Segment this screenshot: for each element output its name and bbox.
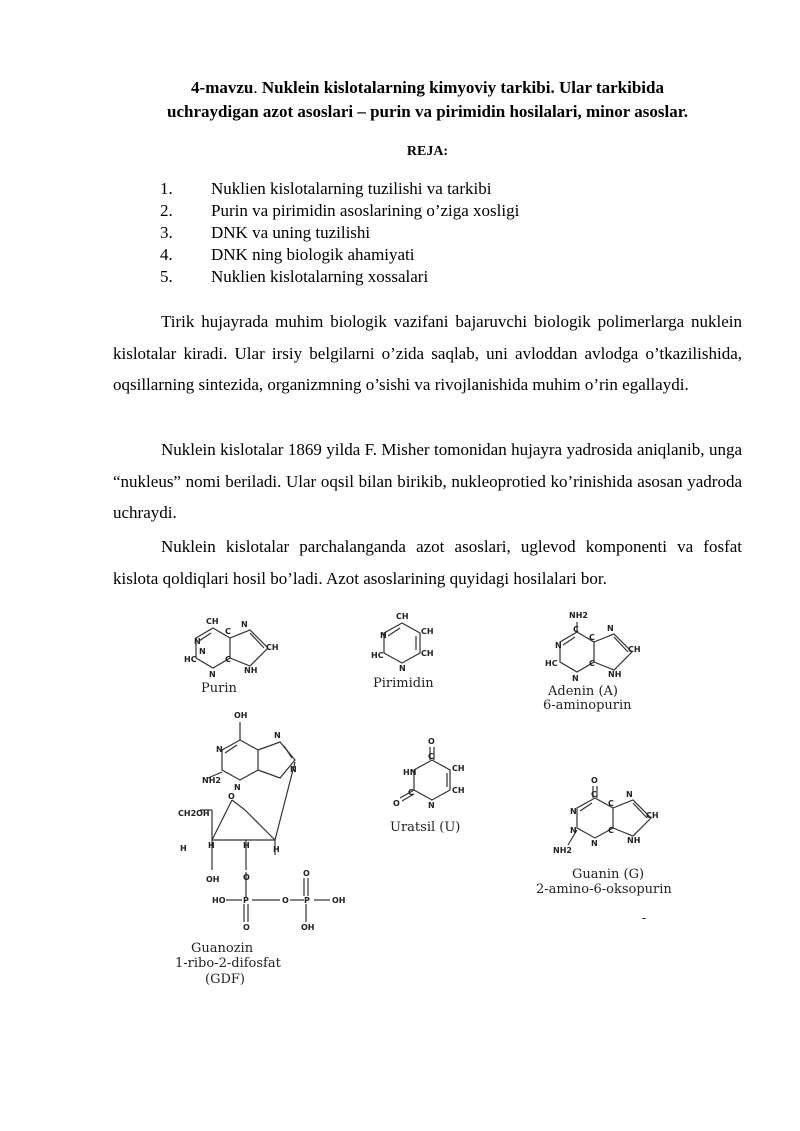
guanozin-atom: OH xyxy=(332,896,346,905)
plan-heading: REJA: xyxy=(406,144,449,159)
guanin-atom: C xyxy=(608,799,614,808)
guanozin-atom: CH2OH xyxy=(178,809,210,818)
guanin-structure xyxy=(553,776,659,855)
adenin-atom: N xyxy=(572,674,579,683)
guanozin-atom: O xyxy=(303,869,310,878)
guanozin-atom: NH2 xyxy=(202,776,221,785)
guanozin-abbreviation: (GDF) xyxy=(205,972,245,987)
guanin-caption: Guanin (G) xyxy=(572,867,645,882)
adenin-atom: HC xyxy=(545,659,558,668)
uratsil-caption: Uratsil (U) xyxy=(390,820,461,835)
guanin-atom: C xyxy=(591,790,597,799)
guanozin-atom: N xyxy=(274,731,281,740)
title-line-1: Nuklein kislotalarning kimyoviy tarkibi. Ular tarkibida xyxy=(261,78,664,97)
title-line-2: uchraydigan azot asoslari – purin va pirimidin hosilalari, minor asoslar. xyxy=(167,102,688,121)
adenin-caption: Adenin (A) xyxy=(548,684,618,699)
purin-atom: N xyxy=(241,620,248,629)
plan-item-text: DNK ning biologik ahamiyati xyxy=(211,245,415,264)
guanin-atom: O xyxy=(591,776,598,785)
plan-item-number: 5. xyxy=(160,267,173,286)
guanozin-atom: OH xyxy=(234,711,248,720)
pirimidin-structure xyxy=(371,612,434,673)
plan-item-text: Purin va pirimidin asoslarining o’ziga xosligi xyxy=(211,201,520,220)
guanozin-atom: N xyxy=(234,783,241,792)
adenin-subcaption: 6-aminopurin xyxy=(543,698,632,713)
guanin-atom: N xyxy=(570,826,577,835)
purin-atom: C xyxy=(225,627,231,636)
guanozin-atom: P xyxy=(304,896,310,905)
guanozin-atom: OH xyxy=(206,875,220,884)
guanozin-atom: O xyxy=(243,923,250,932)
plan-item-number: 3. xyxy=(160,223,173,242)
purin-structure xyxy=(184,617,279,679)
purin-atom: N xyxy=(194,637,201,646)
uratsil-atom: O xyxy=(428,737,435,746)
guanozin-atom: N xyxy=(290,765,297,774)
pirimidin-atom: CH xyxy=(421,627,434,636)
adenin-atom: CH xyxy=(628,645,641,654)
pirimidin-atom: HC xyxy=(371,651,384,660)
adenin-atom: C xyxy=(589,659,595,668)
uratsil-atom: N xyxy=(428,801,435,810)
guanozin-structure xyxy=(178,711,346,932)
guanozin-atom: OH xyxy=(301,923,315,932)
purin-atom: N xyxy=(209,670,216,679)
adenin-atom: NH xyxy=(608,670,622,679)
adenin-atom: C xyxy=(573,625,579,634)
uratsil-atom: O xyxy=(393,799,400,808)
topic-number: 4-mavzu xyxy=(191,78,254,97)
purin-atom: NH xyxy=(244,666,258,675)
paragraph-intro: Tirik hujayrada muhim biologik vazifani bajaruvchi biologik polimerlarga nuklein kislotalar kiradi. Ular irsiy belgilarni o’zida saqlab, uni avloddan avlodga o’tkazilishida, oqsillarning sintezida, organizmning o’sishi va rivojlanishida muhim o’rin egallaydi. xyxy=(113,312,742,394)
guanozin-atom: N xyxy=(216,745,223,754)
purin-caption: Purin xyxy=(201,681,237,696)
title-separator: . xyxy=(253,78,262,97)
stray-dash: - xyxy=(642,911,647,926)
uratsil-atom: CH xyxy=(452,786,465,795)
pirimidin-atom: N xyxy=(380,631,387,640)
plan-item-text: Nuklien kislotalarning xossalari xyxy=(211,267,429,286)
guanozin-atom: HO xyxy=(212,896,226,905)
adenin-atom: NH2 xyxy=(569,611,588,620)
plan-item-number: 2. xyxy=(160,201,173,220)
purin-atom: CH xyxy=(206,617,219,626)
pirimidin-caption: Pirimidin xyxy=(373,676,434,691)
pirimidin-atom: CH xyxy=(396,612,409,621)
paragraph-components: Nuklein kislotalar parchalanganda azot asoslari, uglevod komponenti va fosfat kislota qoldiqlari hosil bo’ladi. Azot asoslarining quyidagi hosilalari bor. xyxy=(113,537,742,588)
plan-item-number: 4. xyxy=(160,245,173,264)
guanozin-subcaption: 1-ribo-2-difosfat xyxy=(175,956,281,971)
purin-atom: CH xyxy=(266,643,279,652)
pirimidin-atom: N xyxy=(399,664,406,673)
guanin-atom: NH xyxy=(627,836,641,845)
guanozin-atom: H xyxy=(208,841,215,850)
uratsil-atom: C xyxy=(428,752,434,761)
adenin-atom: N xyxy=(607,624,614,633)
guanin-atom: N xyxy=(570,807,577,816)
uratsil-structure xyxy=(393,737,465,810)
guanin-subcaption: 2-amino-6-oksopurin xyxy=(536,882,672,897)
adenin-structure xyxy=(545,611,641,683)
uratsil-atom: HN xyxy=(403,768,417,777)
purin-atom: N xyxy=(199,647,206,656)
uratsil-atom: C xyxy=(408,788,414,797)
plan-item-text: Nuklien kislotalarning tuzilishi va tarkibi xyxy=(211,179,492,198)
guanozin-atom: O xyxy=(282,896,289,905)
guanin-atom: CH xyxy=(646,811,659,820)
guanozin-caption: Guanozin xyxy=(191,941,254,956)
purin-atom: C xyxy=(225,655,231,664)
purin-atom: HC xyxy=(184,655,197,664)
plan-item-number: 1. xyxy=(160,179,173,198)
paragraph-history: Nuklein kislotalar 1869 yilda F. Misher tomonidan hujayra yadrosida aniqlanib, unga “nukleus” nomi beriladi. Ular oqsil bilan birikib, nukleoprotied ko’rinishida asosan yadroda uchraydi. xyxy=(113,440,742,522)
guanin-atom: N xyxy=(626,790,633,799)
guanozin-atom: O xyxy=(228,792,235,801)
guanozin-atom: H xyxy=(180,844,187,853)
guanin-atom: N xyxy=(591,839,598,848)
plan-item-text: DNK va uning tuzilishi xyxy=(211,223,371,242)
guanin-atom: NH2 xyxy=(553,846,572,855)
guanozin-atom: P xyxy=(243,896,249,905)
pirimidin-atom: CH xyxy=(421,649,434,658)
guanozin-atom: O xyxy=(243,873,250,882)
guanin-atom: C xyxy=(608,826,614,835)
adenin-atom: N xyxy=(555,641,562,650)
adenin-atom: C xyxy=(589,633,595,642)
uratsil-atom: CH xyxy=(452,764,465,773)
guanozin-atom: H xyxy=(273,845,280,854)
guanozin-atom: H xyxy=(243,841,250,850)
